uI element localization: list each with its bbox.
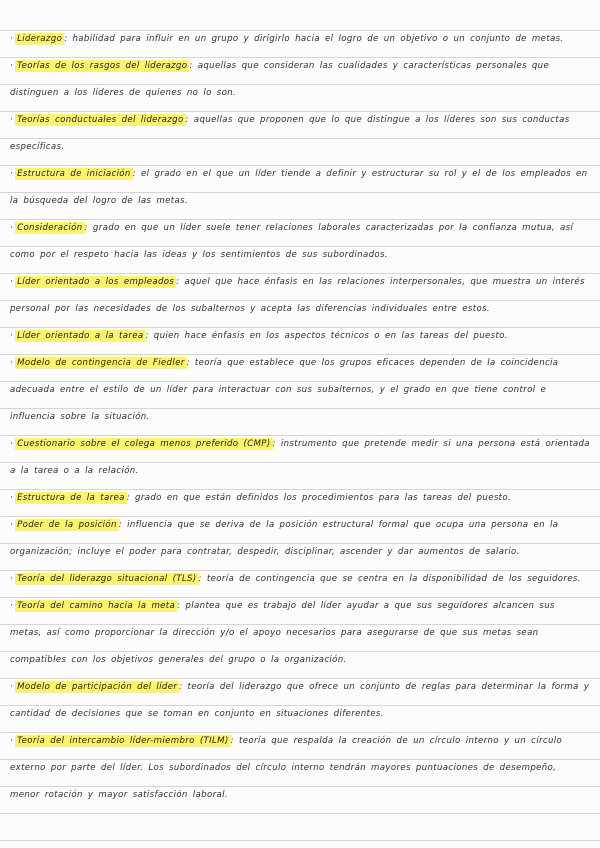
term-definition: : teoría que respalda la creación de un círculo interno y un círculo externo por parte del líder. Los subordinados del círculo interno tendrán mayores puntuaciones de desempeño, menor rotación y mayor satisfacción laboral. bbox=[10, 736, 563, 800]
bullet-icon: · bbox=[10, 358, 14, 368]
highlighted-term: Modelo de participación del líder bbox=[17, 682, 178, 692]
highlighted-term: Poder de la posición bbox=[17, 520, 117, 530]
term-definition: : aquel que hace énfasis en las relaciones interpersonales, que muestra un interés personal por las necesidades de los subalternos y acepta las diferencias individuales entre estos. bbox=[10, 277, 585, 314]
bullet-icon: · bbox=[10, 682, 14, 692]
term-definition: : aquellas que consideran las cualidades y características personales que distinguen a los líderes de quienes no lo son. bbox=[10, 61, 550, 98]
definition-entry bbox=[10, 566, 590, 593]
definition-entry bbox=[10, 26, 590, 53]
definition-entry bbox=[10, 53, 590, 107]
definition-entry bbox=[10, 215, 590, 269]
definition-entry bbox=[10, 512, 590, 566]
term-definition: : quien hace énfasis en los aspectos técnicos o en las tareas del puesto. bbox=[145, 331, 508, 341]
definition-entry bbox=[10, 431, 590, 485]
bullet-icon: · bbox=[10, 277, 14, 287]
highlighted-term: Teorías de los rasgos del liderazgo bbox=[17, 61, 188, 71]
definition-entry bbox=[10, 593, 590, 674]
bullet-icon: · bbox=[10, 493, 14, 503]
bullet-icon: · bbox=[10, 115, 14, 125]
term-definition: : grado en que un líder suele tener relaciones laborales caracterizadas por la confianza mutua, así como por el respeto hacia las ideas y los sentimientos de sus subordinados. bbox=[10, 223, 574, 260]
bullet-icon: · bbox=[10, 439, 14, 449]
highlighted-term: Líder orientado a la tarea bbox=[17, 331, 144, 341]
term-definition: : el grado en el que un líder tiende a definir y estructurar su rol y el de los empleados en la búsqueda del logro de las metas. bbox=[10, 169, 588, 206]
bullet-icon: · bbox=[10, 223, 14, 233]
term-definition: : plantea que es trabajo del líder ayudar a que sus seguidores alcancen sus metas, así como proporcionar la dirección y/o el apoyo necesarios para asegurarse de que sus metas sean compatibles con los objetivos generales del grupo o la organización. bbox=[10, 601, 555, 665]
bullet-icon: · bbox=[10, 331, 14, 341]
term-definition: : grado en que están definidos los procedimientos para las tareas del puesto. bbox=[126, 493, 512, 503]
definition-entry bbox=[10, 350, 590, 431]
term-definition: : teoría que establece que los grupos eficaces dependen de la coincidencia adecuada entre el estilo de un líder para interactuar con sus subalternos, y el grado en que tiene control e influencia sobre la situación. bbox=[10, 358, 559, 422]
highlighted-term: Estructura de iniciación bbox=[17, 169, 131, 179]
highlighted-term: Liderazgo bbox=[17, 34, 63, 44]
highlighted-term: Líder orientado a los empleados bbox=[17, 277, 175, 287]
bullet-icon: · bbox=[10, 601, 14, 611]
term-definition: : habilidad para influir en un grupo y dirigirlo hacia el logro de un objetivo o un conjunto de metas. bbox=[64, 34, 564, 44]
definition-entry bbox=[10, 161, 590, 215]
definition-entry bbox=[10, 269, 590, 323]
highlighted-term: Teoría del camino hacia la meta bbox=[17, 601, 176, 611]
definition-entry bbox=[10, 107, 590, 161]
term-definition: : aquellas que proponen que lo que distingue a los líderes son sus conductas específicas. bbox=[10, 115, 570, 152]
bullet-icon: · bbox=[10, 61, 14, 71]
bullet-icon: · bbox=[10, 34, 14, 44]
term-definition: : instrumento que pretende medir si una persona está orientada a la tarea o a la relación. bbox=[10, 439, 590, 476]
highlighted-term: Estructura de la tarea bbox=[17, 493, 125, 503]
definition-entry bbox=[10, 674, 590, 728]
term-definition: : teoría de contingencia que se centra en la disponibilidad de los seguidores. bbox=[198, 574, 581, 584]
highlighted-term: Teoría del liderazgo situacional (TLS) bbox=[17, 574, 197, 584]
highlighted-term: Teoría del intercambio líder-miembro (TILM) bbox=[17, 736, 229, 746]
term-definition: : teoría del liderazgo que ofrece un conjunto de reglas para determinar la forma y cantidad de decisiones que se toman en conjunto en situaciones diferentes. bbox=[10, 682, 590, 719]
bullet-icon: · bbox=[10, 520, 14, 530]
highlighted-term: Cuestionario sobre el colega menos preferido (CMP) bbox=[17, 439, 271, 449]
definitions-list bbox=[10, 26, 590, 809]
definition-entry bbox=[10, 728, 590, 809]
bullet-icon: · bbox=[10, 574, 14, 584]
bullet-icon: · bbox=[10, 736, 14, 746]
definition-entry bbox=[10, 485, 590, 512]
highlighted-term: Teorías conductuales del liderazgo bbox=[17, 115, 184, 125]
highlighted-term: Modelo de contingencia de Fiedler bbox=[17, 358, 185, 368]
bullet-icon: · bbox=[10, 169, 14, 179]
highlighted-term: Consideración bbox=[17, 223, 83, 233]
definition-entry bbox=[10, 323, 590, 350]
term-definition: : influencia que se deriva de la posición estructural formal que ocupa una persona en la organización; incluye el poder para contratar, despedir, disciplinar, ascender y dar aumentos de salario. bbox=[10, 520, 559, 557]
